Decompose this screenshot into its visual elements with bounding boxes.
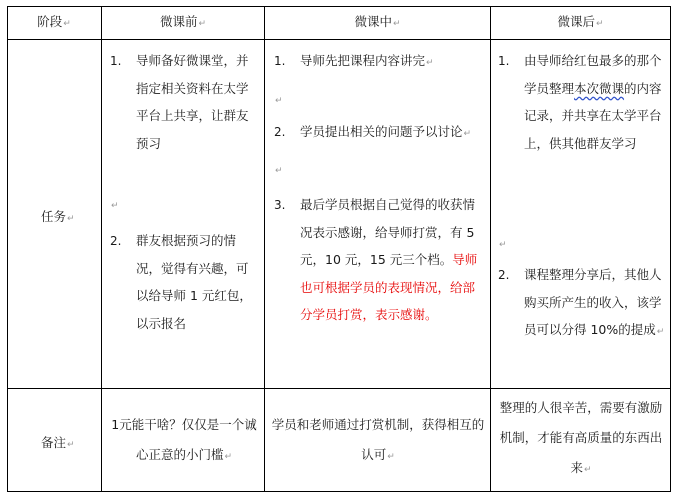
row-label-task-text: 任务 [41, 209, 67, 224]
blank-line [498, 235, 507, 250]
header-during [265, 7, 490, 39]
header-during-text: 微课中 [354, 14, 392, 29]
after-note-text: 整理的人很辛苦，需要有激励机制，才能有高质量的东西出来 [499, 400, 663, 475]
blank-line [110, 196, 119, 211]
after-item-1-text-a: 由导师给红包最多的那个学员整理 [524, 53, 662, 96]
during-item-3-num: 3. [274, 198, 286, 212]
during-item-1 [274, 47, 486, 75]
during-item-2 [274, 118, 486, 146]
before-item-1-num: 1. [110, 54, 122, 68]
return-mark: ↵ [67, 440, 75, 450]
table-border-left [7, 6, 8, 492]
header-after-text: 微课后 [557, 14, 595, 29]
table-border-bottom [7, 491, 671, 492]
after-item-1-num: 1. [498, 54, 510, 68]
return-mark: ↵ [275, 96, 283, 106]
column-divider-2 [264, 6, 265, 492]
plan-table [7, 6, 671, 492]
header-before-text: 微课前 [159, 14, 198, 29]
header-stage [7, 7, 101, 39]
return-mark: ↵ [63, 19, 71, 29]
header-stage-text: 阶段 [37, 14, 63, 29]
during-item-1-num: 1. [274, 54, 286, 68]
table-border-right [670, 6, 671, 492]
after-item-1-text-b: 的内容记录，并共享在太学平台上，供其他群友学习 [524, 80, 662, 151]
before-item-2-num: 2. [110, 234, 122, 248]
return-mark: ↵ [275, 166, 283, 176]
during-item-1-text: 导师先把课程内容讲完 [300, 53, 426, 68]
return-mark: ↵ [656, 327, 665, 337]
during-note-text: 学员和老师通过打赏机制，获得相互的认可 [271, 417, 485, 462]
before-item-2-text: 群友根据预习的情况，觉得有兴趣，可以给导师 1 元红包，以示报名 [136, 233, 252, 331]
row-label-note-text: 备注 [41, 435, 67, 450]
row-divider [7, 388, 671, 389]
blank-line [274, 161, 283, 176]
column-divider-3 [490, 6, 491, 492]
return-mark: ↵ [198, 19, 207, 29]
during-item-3 [274, 191, 486, 361]
during-item-3-red-text: 导师也可根据学员的表现情况，给部分学员打赏，表示感谢。 [300, 252, 478, 322]
return-mark: ↵ [595, 19, 604, 29]
return-mark: ↵ [224, 452, 233, 462]
return-mark: ↵ [392, 19, 401, 29]
after-item-1-text-flagged: 本次微课 [574, 80, 625, 96]
column-divider-1 [101, 6, 102, 492]
before-item-1-text: 导师备好微课堂，并指定相关资料在太学平台上共享，让群友预习 [136, 53, 249, 151]
blank-line [274, 91, 283, 106]
before-item-2 [110, 227, 258, 339]
row-label-task [41, 206, 75, 230]
row-label-note [41, 432, 75, 456]
during-item-2-num: 2. [274, 125, 286, 139]
header-before [102, 7, 264, 39]
header-after [491, 7, 670, 39]
return-mark: ↵ [463, 129, 472, 139]
return-mark: ↵ [499, 240, 507, 250]
after-note [496, 393, 666, 485]
return-mark: ↵ [583, 465, 592, 475]
header-divider [7, 39, 671, 40]
return-mark: ↵ [67, 214, 75, 224]
after-item-2-text: 课程整理分享后，其他人购买所产生的收入，该学员可以分得 10%的提成 [524, 267, 662, 337]
after-item-2-num: 2. [498, 268, 510, 282]
after-item-1 [498, 47, 670, 217]
during-item-3-text: 最后学员根据自己觉得的收获情况表示感谢，给导师打赏，有 5 元，10 元，15 元三个档。 [300, 197, 476, 267]
before-item-1 [110, 47, 258, 159]
during-item-2-text: 学员提出相关的问题予以讨论 [300, 124, 463, 139]
before-note [110, 410, 258, 472]
during-note [270, 410, 486, 472]
after-item-2 [498, 261, 670, 385]
return-mark: ↵ [111, 201, 119, 211]
return-mark: ↵ [387, 452, 395, 462]
return-mark: ↵ [426, 58, 434, 68]
before-note-text: 1元能干啥？仅仅是一个诚心正意的小门槛 [111, 417, 257, 462]
